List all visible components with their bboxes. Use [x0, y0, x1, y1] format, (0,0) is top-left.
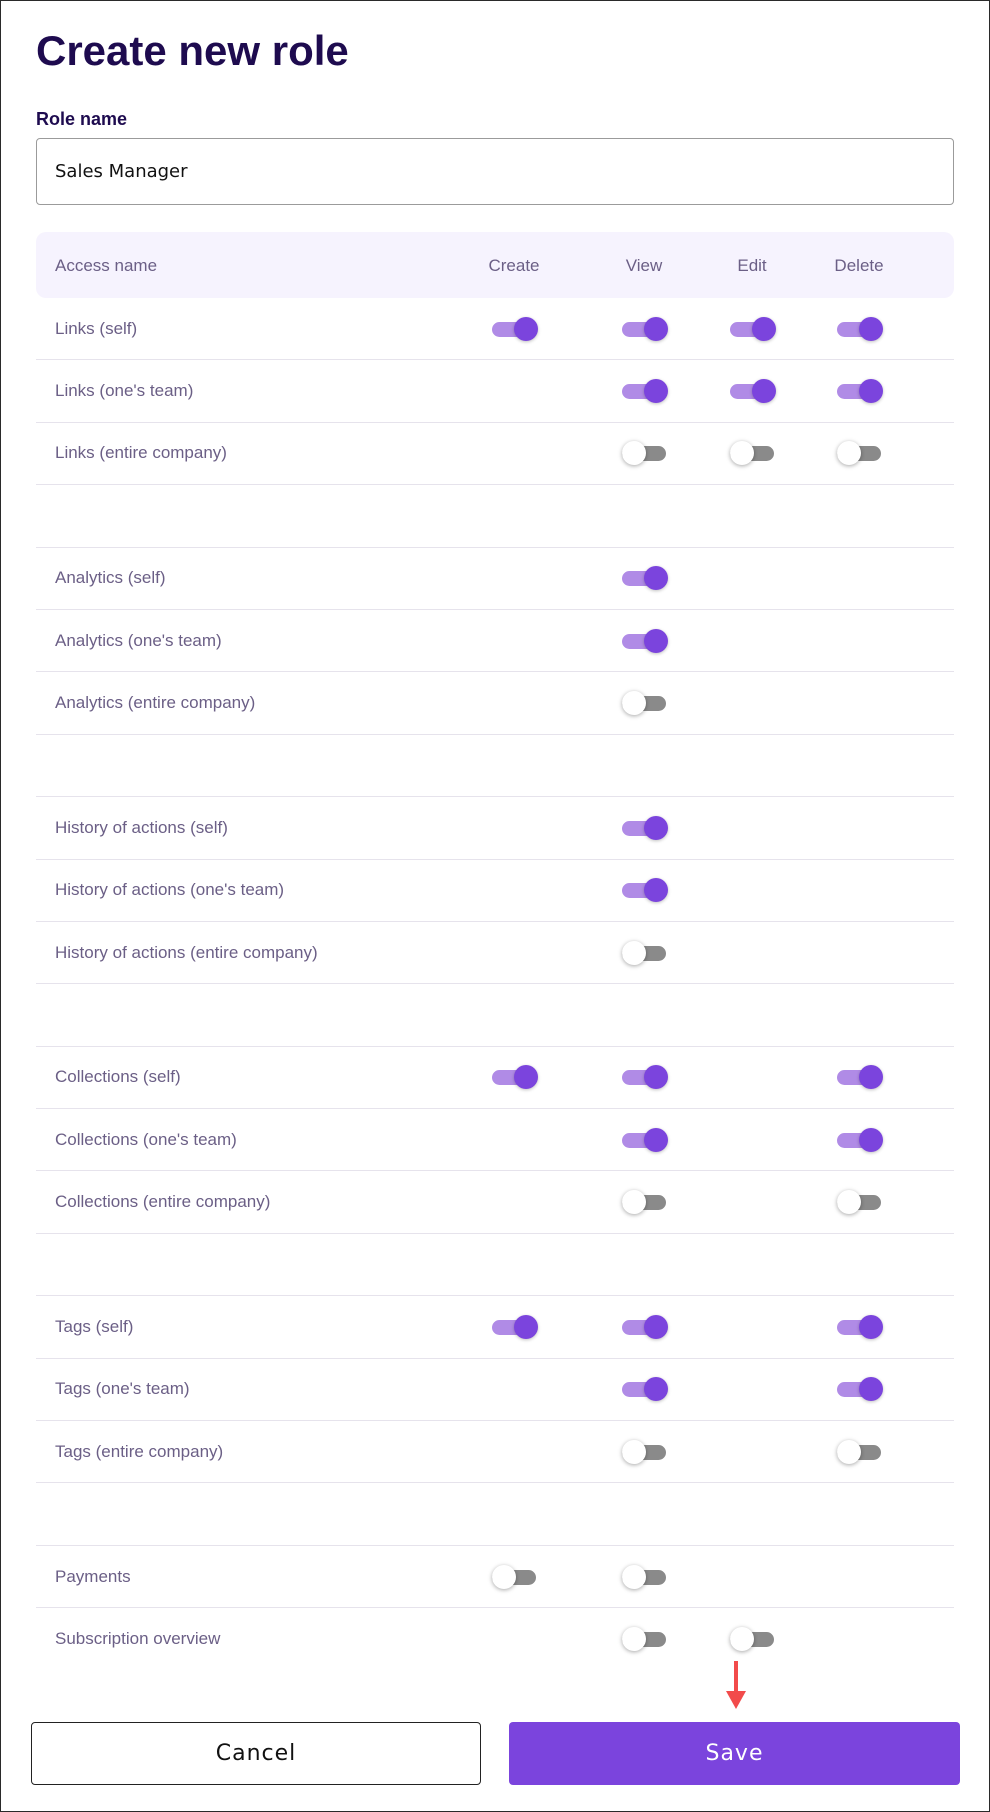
cancel-button[interactable]: Cancel — [31, 1722, 481, 1785]
delete-cell — [835, 1188, 883, 1216]
delete-toggle[interactable] — [837, 315, 883, 343]
header-delete: Delete — [834, 256, 884, 275]
group-spacer — [36, 1234, 954, 1296]
toggle-knob — [859, 379, 883, 403]
toggle-knob — [644, 1128, 668, 1152]
view-toggle[interactable] — [622, 1063, 668, 1091]
table-row — [36, 1047, 954, 1109]
edit-toggle[interactable] — [730, 315, 776, 343]
edit-cell — [728, 1625, 776, 1653]
view-toggle[interactable] — [622, 1313, 668, 1341]
toggle-knob — [644, 317, 668, 341]
view-toggle[interactable] — [622, 564, 668, 592]
delete-cell — [835, 377, 883, 405]
access-name-label: Collections (one's team) — [55, 1129, 237, 1149]
toggle-knob — [622, 691, 646, 715]
page-title: Create new role — [36, 27, 349, 74]
toggle-knob — [730, 1627, 754, 1651]
view-cell — [620, 564, 668, 592]
delete-cell — [835, 315, 883, 343]
view-cell — [620, 1313, 668, 1341]
table-row — [36, 1421, 954, 1483]
toggle-knob — [622, 1565, 646, 1589]
group-spacer — [36, 1483, 954, 1545]
header-edit: Edit — [737, 256, 767, 275]
toggle-knob — [837, 441, 861, 465]
delete-toggle[interactable] — [837, 1313, 883, 1341]
toggle-knob — [752, 317, 776, 341]
toggle-knob — [492, 1565, 516, 1589]
toggle-knob — [514, 1065, 538, 1089]
toggle-knob — [514, 317, 538, 341]
delete-toggle[interactable] — [837, 1438, 883, 1466]
toggle-knob — [644, 566, 668, 590]
view-cell — [620, 1188, 668, 1216]
view-cell — [620, 939, 668, 967]
view-toggle[interactable] — [622, 689, 668, 717]
edit-toggle[interactable] — [730, 439, 776, 467]
table-row — [36, 1546, 954, 1608]
view-toggle[interactable] — [622, 1563, 668, 1591]
view-toggle[interactable] — [622, 876, 668, 904]
delete-toggle[interactable] — [837, 377, 883, 405]
access-name-label: Analytics (self) — [55, 568, 166, 588]
table-row — [36, 797, 954, 859]
create-cell — [490, 1313, 538, 1341]
create-toggle[interactable] — [492, 315, 538, 343]
toggle-knob — [622, 1190, 646, 1214]
group-spacer — [36, 485, 954, 547]
table-row — [36, 423, 954, 485]
delete-cell — [835, 439, 883, 467]
table-row — [36, 548, 954, 610]
toggle-knob — [730, 441, 754, 465]
edit-cell — [728, 315, 776, 343]
view-cell — [620, 1563, 668, 1591]
header-view: View — [625, 256, 663, 275]
view-cell — [620, 1438, 668, 1466]
edit-cell — [728, 377, 776, 405]
view-cell — [620, 876, 668, 904]
access-name-label: Analytics (one's team) — [55, 630, 222, 650]
toggle-knob — [644, 629, 668, 653]
view-cell — [620, 627, 668, 655]
view-toggle[interactable] — [622, 627, 668, 655]
toggle-knob — [859, 1128, 883, 1152]
view-toggle[interactable] — [622, 1375, 668, 1403]
create-toggle[interactable] — [492, 1313, 538, 1341]
access-name-label: History of actions (one's team) — [55, 880, 285, 900]
view-toggle[interactable] — [622, 814, 668, 842]
delete-cell — [835, 1126, 883, 1154]
arrow-down-icon — [724, 1661, 748, 1711]
view-toggle[interactable] — [622, 439, 668, 467]
toggle-knob — [644, 1065, 668, 1089]
toggle-knob — [644, 379, 668, 403]
access-name-label: Links (self) — [55, 318, 138, 338]
view-toggle[interactable] — [622, 1625, 668, 1653]
view-cell — [620, 315, 668, 343]
save-button[interactable]: Save — [509, 1722, 960, 1785]
toggle-knob — [644, 1377, 668, 1401]
toggle-knob — [514, 1315, 538, 1339]
access-name-label: Payments — [55, 1566, 131, 1586]
access-name-label: Links (entire company) — [55, 443, 227, 463]
view-cell — [620, 1063, 668, 1091]
toggle-knob — [644, 878, 668, 902]
edit-toggle[interactable] — [730, 1625, 776, 1653]
view-cell — [620, 439, 668, 467]
table-row — [36, 1109, 954, 1171]
role-name-input[interactable] — [36, 138, 954, 205]
view-toggle[interactable] — [622, 1438, 668, 1466]
access-name-label: Links (one's team) — [55, 381, 194, 401]
delete-cell — [835, 1063, 883, 1091]
access-name-label: Analytics (entire company) — [55, 693, 256, 713]
table-row — [36, 922, 954, 984]
role-name-label: Role name — [36, 109, 128, 129]
delete-toggle[interactable] — [837, 1063, 883, 1091]
toggle-knob — [622, 941, 646, 965]
delete-toggle[interactable] — [837, 1126, 883, 1154]
view-toggle[interactable] — [622, 1126, 668, 1154]
permissions-table — [36, 232, 954, 1671]
access-name-label: History of actions (entire company) — [55, 942, 318, 962]
table-header — [36, 232, 954, 298]
create-toggle[interactable] — [492, 1063, 538, 1091]
toggle-knob — [752, 379, 776, 403]
create-cell — [490, 1563, 538, 1591]
access-name-label: Tags (one's team) — [55, 1379, 190, 1399]
delete-toggle[interactable] — [837, 439, 883, 467]
edit-cell — [728, 439, 776, 467]
view-toggle[interactable] — [622, 315, 668, 343]
table-row — [36, 1296, 954, 1358]
create-toggle[interactable] — [492, 1563, 538, 1591]
access-name-label: Collections (self) — [55, 1067, 181, 1087]
access-name-label: Tags (self) — [55, 1316, 134, 1336]
delete-toggle[interactable] — [837, 1375, 883, 1403]
toggle-knob — [622, 1440, 646, 1464]
toggle-knob — [859, 1377, 883, 1401]
create-cell — [490, 1063, 538, 1091]
toggle-knob — [644, 816, 668, 840]
toggle-knob — [837, 1190, 861, 1214]
delete-cell — [835, 1375, 883, 1403]
access-name-label: History of actions (self) — [55, 817, 228, 837]
toggle-knob — [837, 1440, 861, 1464]
access-name-label: Subscription overview — [55, 1629, 221, 1649]
group-spacer — [36, 735, 954, 797]
table-row — [36, 672, 954, 734]
toggle-knob — [859, 317, 883, 341]
view-cell — [620, 689, 668, 717]
toggle-knob — [622, 1627, 646, 1651]
toggle-knob — [644, 1315, 668, 1339]
group-spacer — [36, 984, 954, 1046]
delete-cell — [835, 1438, 883, 1466]
toggle-knob — [622, 441, 646, 465]
table-row — [36, 610, 954, 672]
view-toggle[interactable] — [622, 377, 668, 405]
view-cell — [620, 814, 668, 842]
header-access-name: Access name — [55, 256, 158, 275]
edit-toggle[interactable] — [730, 377, 776, 405]
view-cell — [620, 1375, 668, 1403]
table-row — [36, 298, 954, 360]
table-body — [36, 298, 954, 1671]
view-toggle[interactable] — [622, 1188, 668, 1216]
access-name-label: Tags (entire company) — [55, 1441, 224, 1461]
table-row — [36, 1608, 954, 1670]
view-toggle[interactable] — [622, 939, 668, 967]
view-cell — [620, 377, 668, 405]
table-row — [36, 860, 954, 922]
header-create: Create — [488, 256, 540, 275]
table-row — [36, 1359, 954, 1421]
delete-toggle[interactable] — [837, 1188, 883, 1216]
toggle-knob — [859, 1315, 883, 1339]
view-cell — [620, 1625, 668, 1653]
create-cell — [490, 315, 538, 343]
view-cell — [620, 1126, 668, 1154]
table-row — [36, 1171, 954, 1233]
table-row — [36, 360, 954, 422]
access-name-label: Collections (entire company) — [55, 1192, 271, 1212]
delete-cell — [835, 1313, 883, 1341]
toggle-knob — [859, 1065, 883, 1089]
